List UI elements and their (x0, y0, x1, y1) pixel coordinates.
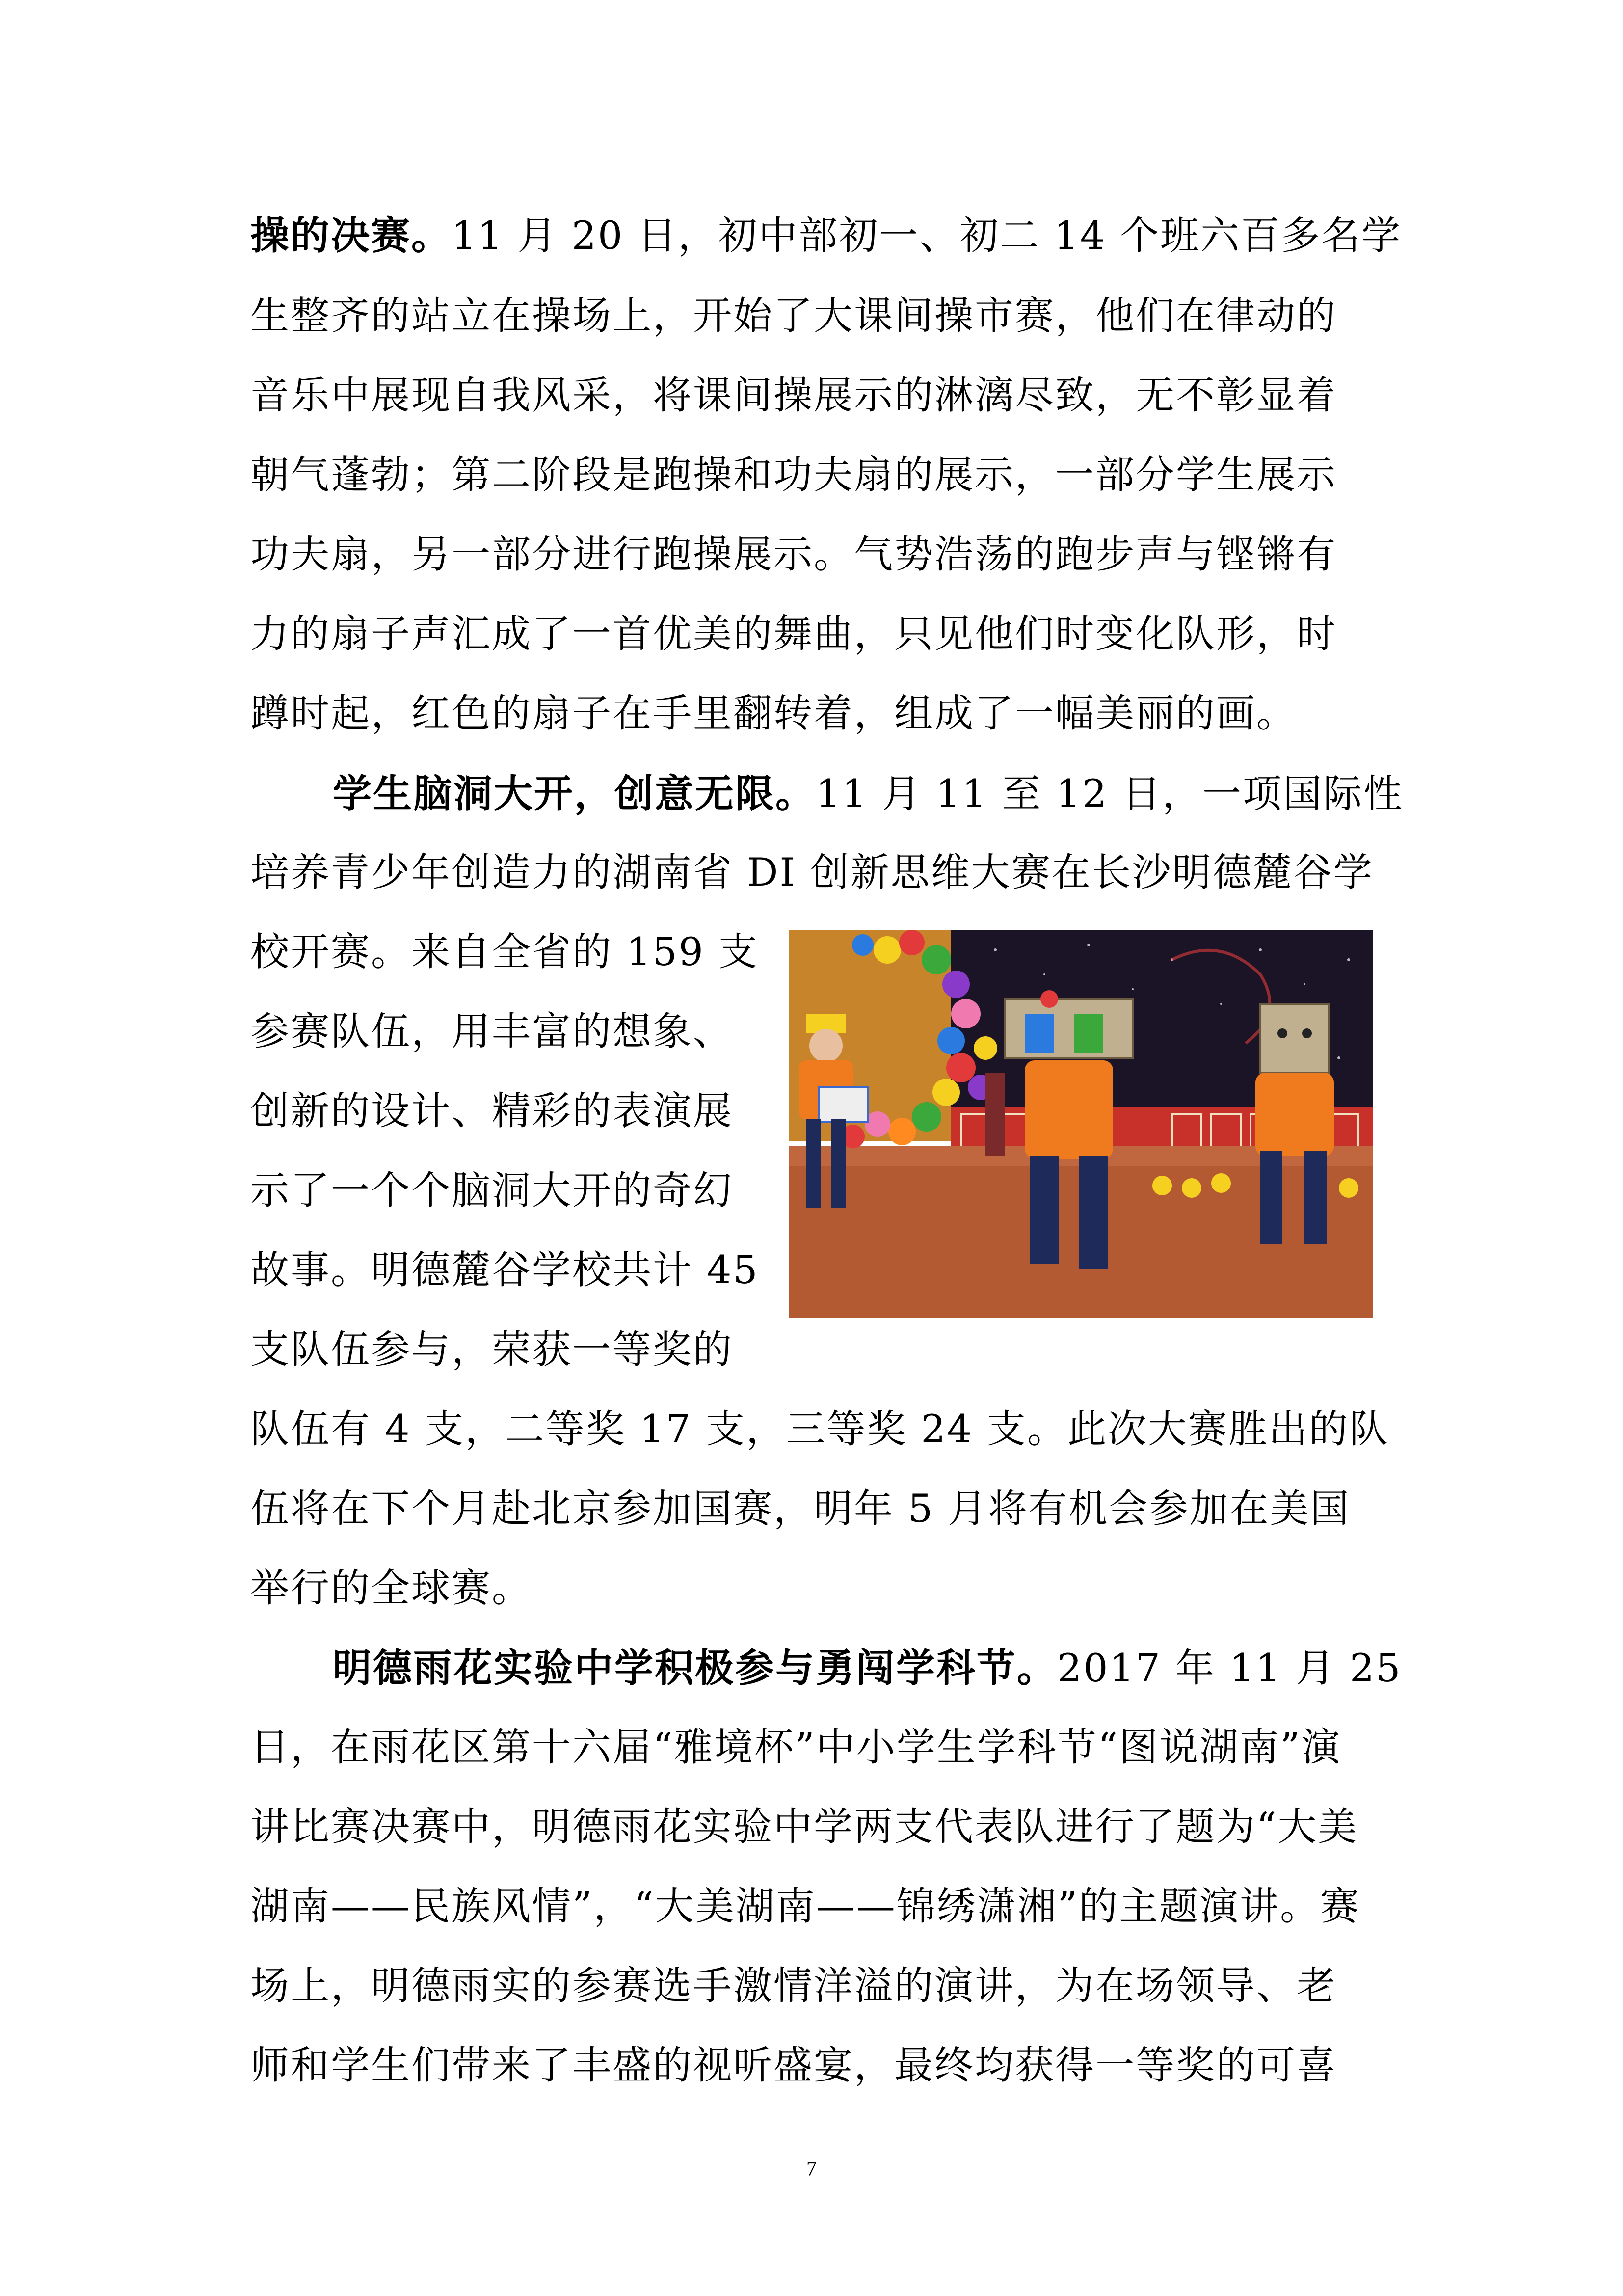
page-number: 7 (806, 2158, 817, 2181)
text-line: 故事。明德麓谷学校共计 45 (250, 1247, 759, 1293)
paragraph-lead-bold: 学生脑洞大开，创意无限。 (333, 771, 816, 816)
text-line: 蹲时起，红色的扇子在手里翻转着，组成了一幅美丽的画。 (250, 691, 1297, 736)
text-line: 示了一个个脑洞大开的奇幻 (250, 1168, 733, 1213)
text-line: 日，在雨花区第十六届“雅境杯”中小学生学科节“图说湖南”演 (250, 1725, 1342, 1770)
text-line: 讲比赛决赛中，明德雨花实验中学两支代表队进行了题为“大美 (250, 1804, 1358, 1849)
paragraph-lead-bold: 操的决赛。 (250, 213, 452, 258)
text-line: 创新的设计、精彩的表演展 (250, 1088, 733, 1134)
text-line: 明德雨花实验中学积极参与勇闯学科节。2017 年 11 月 25 (333, 1645, 1402, 1691)
text-line: 伍将在下个月赴北京参加国赛，明年 5 月将有机会参加在美国 (250, 1486, 1351, 1531)
text-line: 参赛队伍，用丰富的想象、 (250, 1009, 733, 1054)
text-line: 音乐中展现自我风采，将课间操展示的淋漓尽致，无不彰显着 (250, 373, 1337, 418)
text-line: 场上，明德雨实的参赛选手激情洋溢的演讲，为在场领导、老 (250, 1963, 1337, 2008)
text-line: 培养青少年创造力的湖南省 DI 创新思维大赛在长沙明德麓谷学 (250, 850, 1374, 895)
text-line: 朝气蓬勃；第二阶段是跑操和功夫扇的展示，一部分学生展示 (250, 452, 1337, 497)
paragraph-lead-bold: 明德雨花实验中学积极参与勇闯学科节。 (333, 1645, 1057, 1691)
text-line: 生整齐的站立在操场上，开始了大课间操市赛，他们在律动的 (250, 293, 1337, 338)
text-line: 支队伍参与，荣获一等奖的 (250, 1327, 733, 1372)
text-line: 湖南——民族风情”，“大美湖南——锦绣潇湘”的主题演讲。赛 (250, 1884, 1361, 1929)
text-line: 功夫扇，另一部分进行跑操展示。气势浩荡的跑步声与铿锵有 (250, 532, 1337, 577)
text-line: 学生脑洞大开，创意无限。11 月 11 至 12 日，一项国际性 (333, 771, 1404, 816)
text-line: 校开赛。来自全省的 159 支 (250, 929, 759, 974)
text-line: 操的决赛。11 月 20 日，初中部初一、初二 14 个班六百多名学 (250, 213, 1402, 258)
competition-photo (789, 930, 1373, 1318)
text-line: 队伍有 4 支，二等奖 17 支，三等奖 24 支。此次大赛胜出的队 (250, 1406, 1389, 1452)
text-line: 力的扇子声汇成了一首优美的舞曲，只见他们时变化队形，时 (250, 611, 1337, 656)
text-line: 师和学生们带来了丰盛的视听盛宴，最终均获得一等奖的可喜 (250, 2043, 1337, 2088)
text-line: 举行的全球赛。 (250, 1566, 532, 1611)
